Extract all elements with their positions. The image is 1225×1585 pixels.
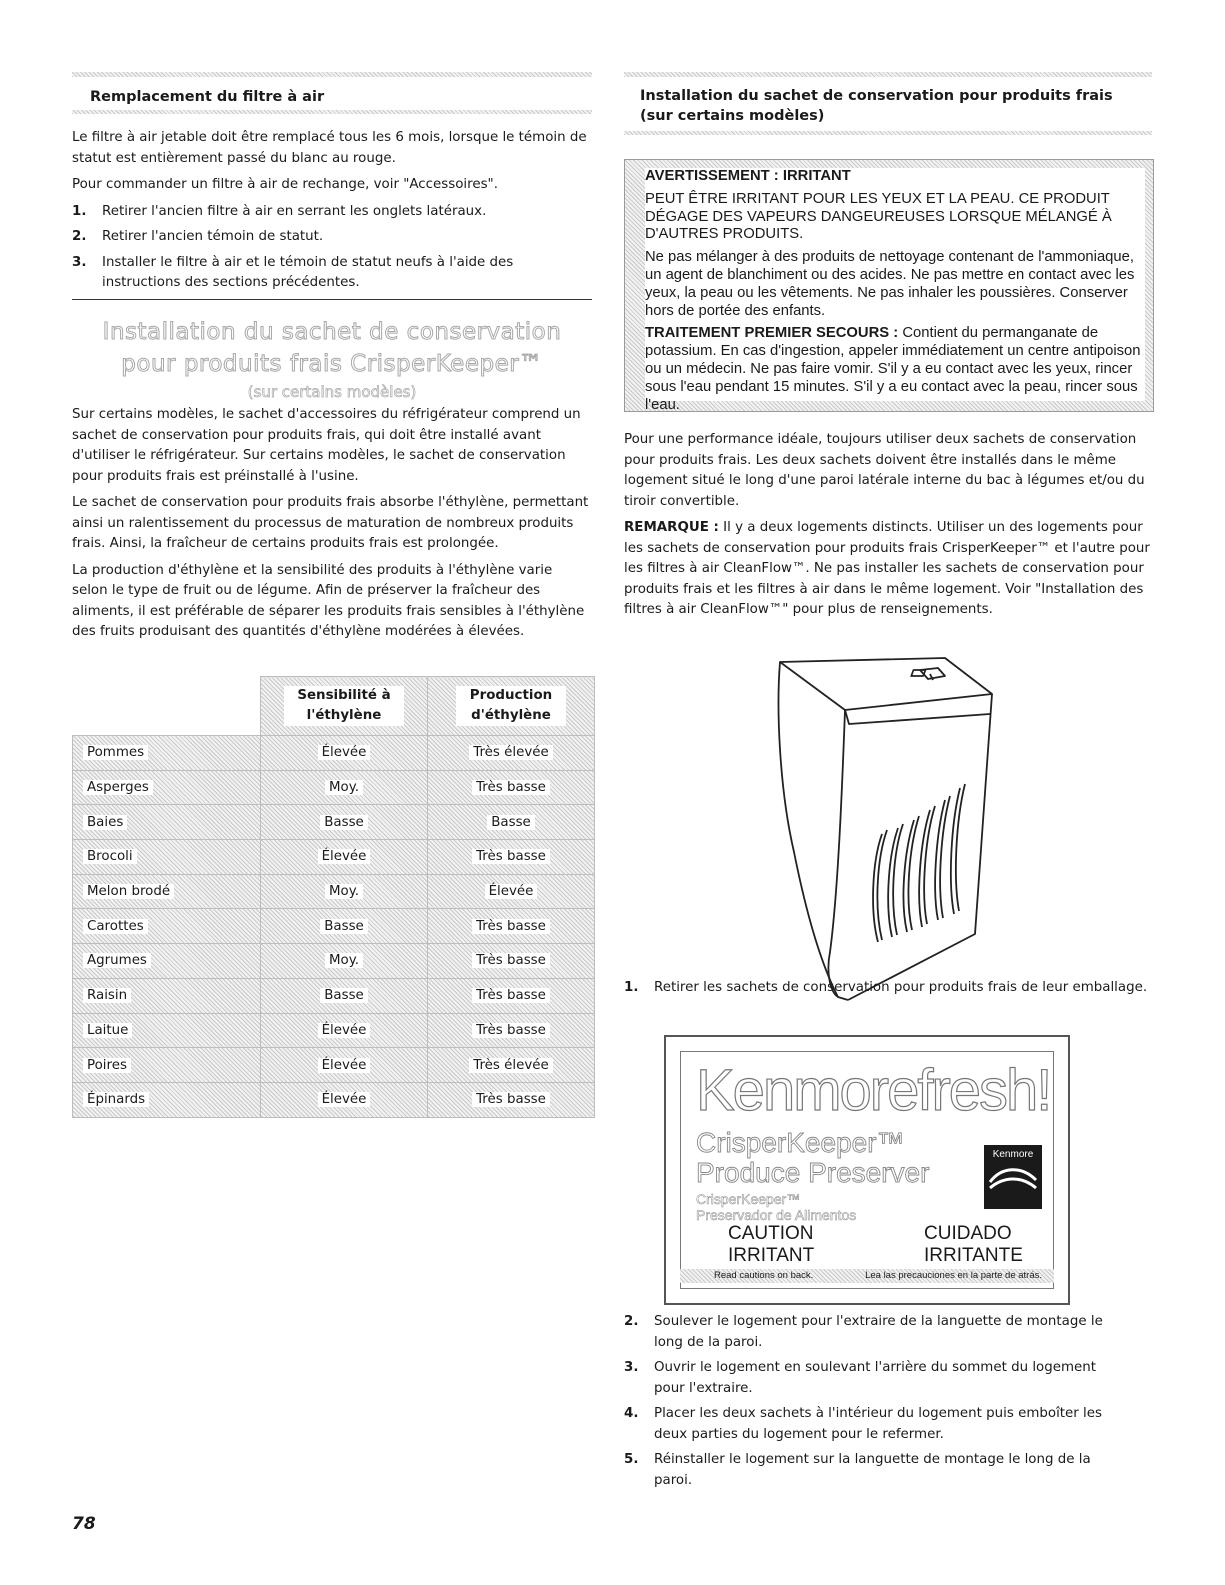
table-row bbox=[73, 944, 595, 979]
install-steps bbox=[624, 1312, 1124, 1491]
warning-box bbox=[624, 159, 1154, 412]
table-header-empty bbox=[73, 677, 261, 736]
kenmore-badge: Kenmore bbox=[984, 1145, 1042, 1209]
page-number: 78 bbox=[72, 1514, 96, 1534]
right-title bbox=[640, 86, 1140, 126]
warning-caps: PEUT ÊTRE IRRITANT POUR LES YEUX ET LA PEAU. CE PRODUIT DÉGAGE DES VAPEURS DANGEUREUSES LORSQUE MÉLANGÉ À D'AUTRES PRODUITS. bbox=[645, 190, 1112, 243]
warning-title: AVERTISSEMENT : IRRITANT bbox=[645, 168, 851, 184]
table-row bbox=[73, 805, 595, 840]
cell-sensitivity: Élevée bbox=[261, 1082, 428, 1117]
caution-footer: Read cautions on back. Lea las precauciones en la parte de atrás. bbox=[680, 1269, 1054, 1283]
replace-step: 1. Retirer l'ancien filtre à air en serrant les onglets latéraux. bbox=[72, 203, 487, 219]
cell-production: Très basse bbox=[428, 1013, 595, 1048]
replace-filter-section bbox=[72, 128, 592, 294]
housing-illustration bbox=[770, 652, 1000, 1004]
cell-production: Basse bbox=[428, 805, 595, 840]
cell-produce: Brocoli bbox=[73, 840, 261, 875]
table-header-row bbox=[73, 677, 595, 736]
table-row bbox=[73, 909, 595, 944]
cell-produce: Raisin bbox=[73, 978, 261, 1013]
cell-production: Très basse bbox=[428, 909, 595, 944]
replace-filter-title: Remplacement du filtre à air bbox=[90, 89, 325, 105]
table-row bbox=[73, 1082, 595, 1117]
right-body bbox=[624, 430, 1152, 621]
cell-sensitivity: Élevée bbox=[261, 1048, 428, 1083]
replace-step: 2. Retirer l'ancien témoin de statut. bbox=[72, 229, 324, 244]
replace-paragraph-1: Le filtre à air jetable doit être remplacé tous les 6 mois, lorsque le témoin de statut est entièrement passé du blanc au rouge. bbox=[72, 130, 587, 166]
cell-produce: Épinards bbox=[73, 1082, 261, 1117]
cell-sensitivity: Basse bbox=[261, 909, 428, 944]
right-title-line-2: (sur certains modèles) bbox=[640, 108, 825, 124]
install-step: 5. Réinstaller le logement sur la languette de montage le long de la paroi. bbox=[624, 1452, 1091, 1488]
cell-produce: Laitue bbox=[73, 1013, 261, 1048]
cell-sensitivity: Moy. bbox=[261, 874, 428, 909]
install-step: 3. Ouvrir le logement en soulevant l'arrière du sommet du logement pour l'extraire. bbox=[624, 1360, 1097, 1396]
cell-production: Très basse bbox=[428, 770, 595, 805]
cell-production: Très élevée bbox=[428, 736, 595, 771]
table-row bbox=[73, 978, 595, 1013]
product-name-4: Preservador de Alimentos bbox=[696, 1207, 857, 1223]
table-header-production: Production d'éthylène bbox=[428, 677, 595, 736]
cell-produce: Pommes bbox=[73, 736, 261, 771]
right-paragraph-1: Pour une performance idéale, toujours utiliser deux sachets de conservation pour produits frais. Les deux sachets doivent être installés dans le même logement situé le long d'une paroi latérale interne du bac à légumes et/ou du tiroir convertible. bbox=[624, 432, 1145, 509]
wave-icon bbox=[986, 1160, 1040, 1196]
cell-sensitivity: Moy. bbox=[261, 770, 428, 805]
ethylene-table bbox=[72, 676, 595, 1118]
note-paragraph: REMARQUE : Il y a deux logements distincts. Utiliser un des logements pour les sachets de conservation pour produits frais CrisperKeeper™ et l'autre pour les filtres à air CleanFlow™. Ne pas installer les sachets de conservation pour produits frais et les filtres à air dans le même logement. Voir "Installation des filtres à air CleanFlow™" pour plus de renseignements. bbox=[624, 520, 1150, 617]
cell-sensitivity: Moy. bbox=[261, 944, 428, 979]
warning-content bbox=[645, 168, 1145, 413]
warning-body: Ne pas mélanger à des produits de nettoyage contenant de l'ammoniaque, un agent de blanchiment ou des acides. Ne pas mettre en contact avec les yeux, la peau ou les vêtements. Ne pas inhaler les poussières. Conserver hors de portée des enfants. bbox=[645, 249, 1135, 319]
cell-sensitivity: Élevée bbox=[261, 840, 428, 875]
intro-paragraph-2: Le sachet de conservation pour produits frais absorbe l'éthylène, permettant ainsi un ralentissement du processus de maturation de nombreux produits frais. Ainsi, la fraîcheur de certains produits frais est prolongée. bbox=[72, 495, 589, 551]
cell-produce: Carottes bbox=[73, 909, 261, 944]
replace-paragraph-2: Pour commander un filtre à air de rechange, voir "Accessoires". bbox=[72, 177, 498, 192]
table-row bbox=[73, 1048, 595, 1083]
divider bbox=[72, 299, 592, 300]
replace-step: 3. Installer le filtre à air et le témoin de statut neufs à l'aide des instructions des sections précédentes. bbox=[72, 254, 514, 290]
table-header-sensitivity: Sensibilité à l'éthylène bbox=[261, 677, 428, 736]
cell-sensitivity: Basse bbox=[261, 805, 428, 840]
warning-first-aid: TRAITEMENT PREMIER SECOURS : Contient du permanganate de potassium. En cas d'ingestion, appeler immédiatement un centre antipoison ou un médecin. Ne pas faire vomir. S'il y a eu contact avec les yeux, rincer sous l'eau pendant 15 minutes. S'il y a eu contact avec la peau, rincer sous l'eau. bbox=[645, 325, 1141, 413]
cell-sensitivity: Élevée bbox=[261, 1013, 428, 1048]
product-name-1: CrisperKeeper™ bbox=[696, 1127, 905, 1158]
crisper-section-heading bbox=[72, 316, 592, 401]
cell-production: Très basse bbox=[428, 944, 595, 979]
intro-paragraph-3: La production d'éthylène et la sensibilité des produits à l'éthylène varie selon le type de fruit ou de légume. Afin de préserver la fraîcheur des aliments, il est préférable de séparer les produits frais sensibles à l'éthylène des fruits produisant des quantités d'éthylène modérées à élevées. bbox=[72, 562, 585, 639]
cell-produce: Agrumes bbox=[73, 944, 261, 979]
cell-sensitivity: Basse bbox=[261, 978, 428, 1013]
cell-produce: Baies bbox=[73, 805, 261, 840]
step-1: 1. Retirer les sachets de conservation pour produits frais de leur emballage. bbox=[624, 980, 1148, 995]
kenmore-packet bbox=[664, 1035, 1070, 1305]
section-subtitle: (sur certains modèles) bbox=[247, 383, 417, 401]
cell-production: Très basse bbox=[428, 840, 595, 875]
table-row bbox=[73, 1013, 595, 1048]
cell-sensitivity: Élevée bbox=[261, 736, 428, 771]
top-rule-right bbox=[624, 72, 1152, 77]
install-step: 2. Soulever le logement pour l'extraire de la languette de montage le long de la paroi. bbox=[624, 1314, 1103, 1350]
section-title-line-1: Installation du sachet de conservation bbox=[102, 319, 562, 345]
right-title-line-1: Installation du sachet de conservation pour produits frais bbox=[640, 88, 1113, 104]
cell-produce: Asperges bbox=[73, 770, 261, 805]
title-rule-left bbox=[72, 110, 592, 114]
cell-produce: Poires bbox=[73, 1048, 261, 1083]
install-step: 4. Placer les deux sachets à l'intérieur du logement puis emboîter les deux parties du logement pour le refermer. bbox=[624, 1406, 1102, 1442]
replace-steps bbox=[72, 202, 592, 294]
kenmore-logo: Kenmorefresh! bbox=[696, 1058, 1051, 1123]
table-row bbox=[73, 874, 595, 909]
table-row bbox=[73, 770, 595, 805]
cell-production: Très élevée bbox=[428, 1048, 595, 1083]
title-rule-right bbox=[624, 131, 1152, 135]
caution-en: CAUTION IRRITANT bbox=[728, 1223, 815, 1266]
table-row bbox=[73, 840, 595, 875]
cell-production: Très basse bbox=[428, 978, 595, 1013]
caution-es: CUIDADO IRRITANTE bbox=[924, 1223, 1023, 1266]
crisper-intro bbox=[72, 405, 592, 643]
section-title-line-2: pour produits frais CrisperKeeper™ bbox=[121, 351, 543, 377]
cell-produce: Melon brodé bbox=[73, 874, 261, 909]
cell-production: Très basse bbox=[428, 1082, 595, 1117]
table-row bbox=[73, 736, 595, 771]
product-name-3: CrisperKeeper™ bbox=[696, 1191, 801, 1207]
top-rule-left bbox=[72, 72, 592, 77]
product-name-2: Produce Preserver bbox=[696, 1157, 930, 1188]
intro-paragraph-1: Sur certains modèles, le sachet d'accessoires du réfrigérateur comprend un sachet de conservation pour produits frais, qui doit être installé avant d'utiliser le réfrigérateur. Sur certains modèles, le sachet de conservation pour produits frais est préinstallé à l'usine. bbox=[72, 407, 581, 484]
cell-production: Élevée bbox=[428, 874, 595, 909]
